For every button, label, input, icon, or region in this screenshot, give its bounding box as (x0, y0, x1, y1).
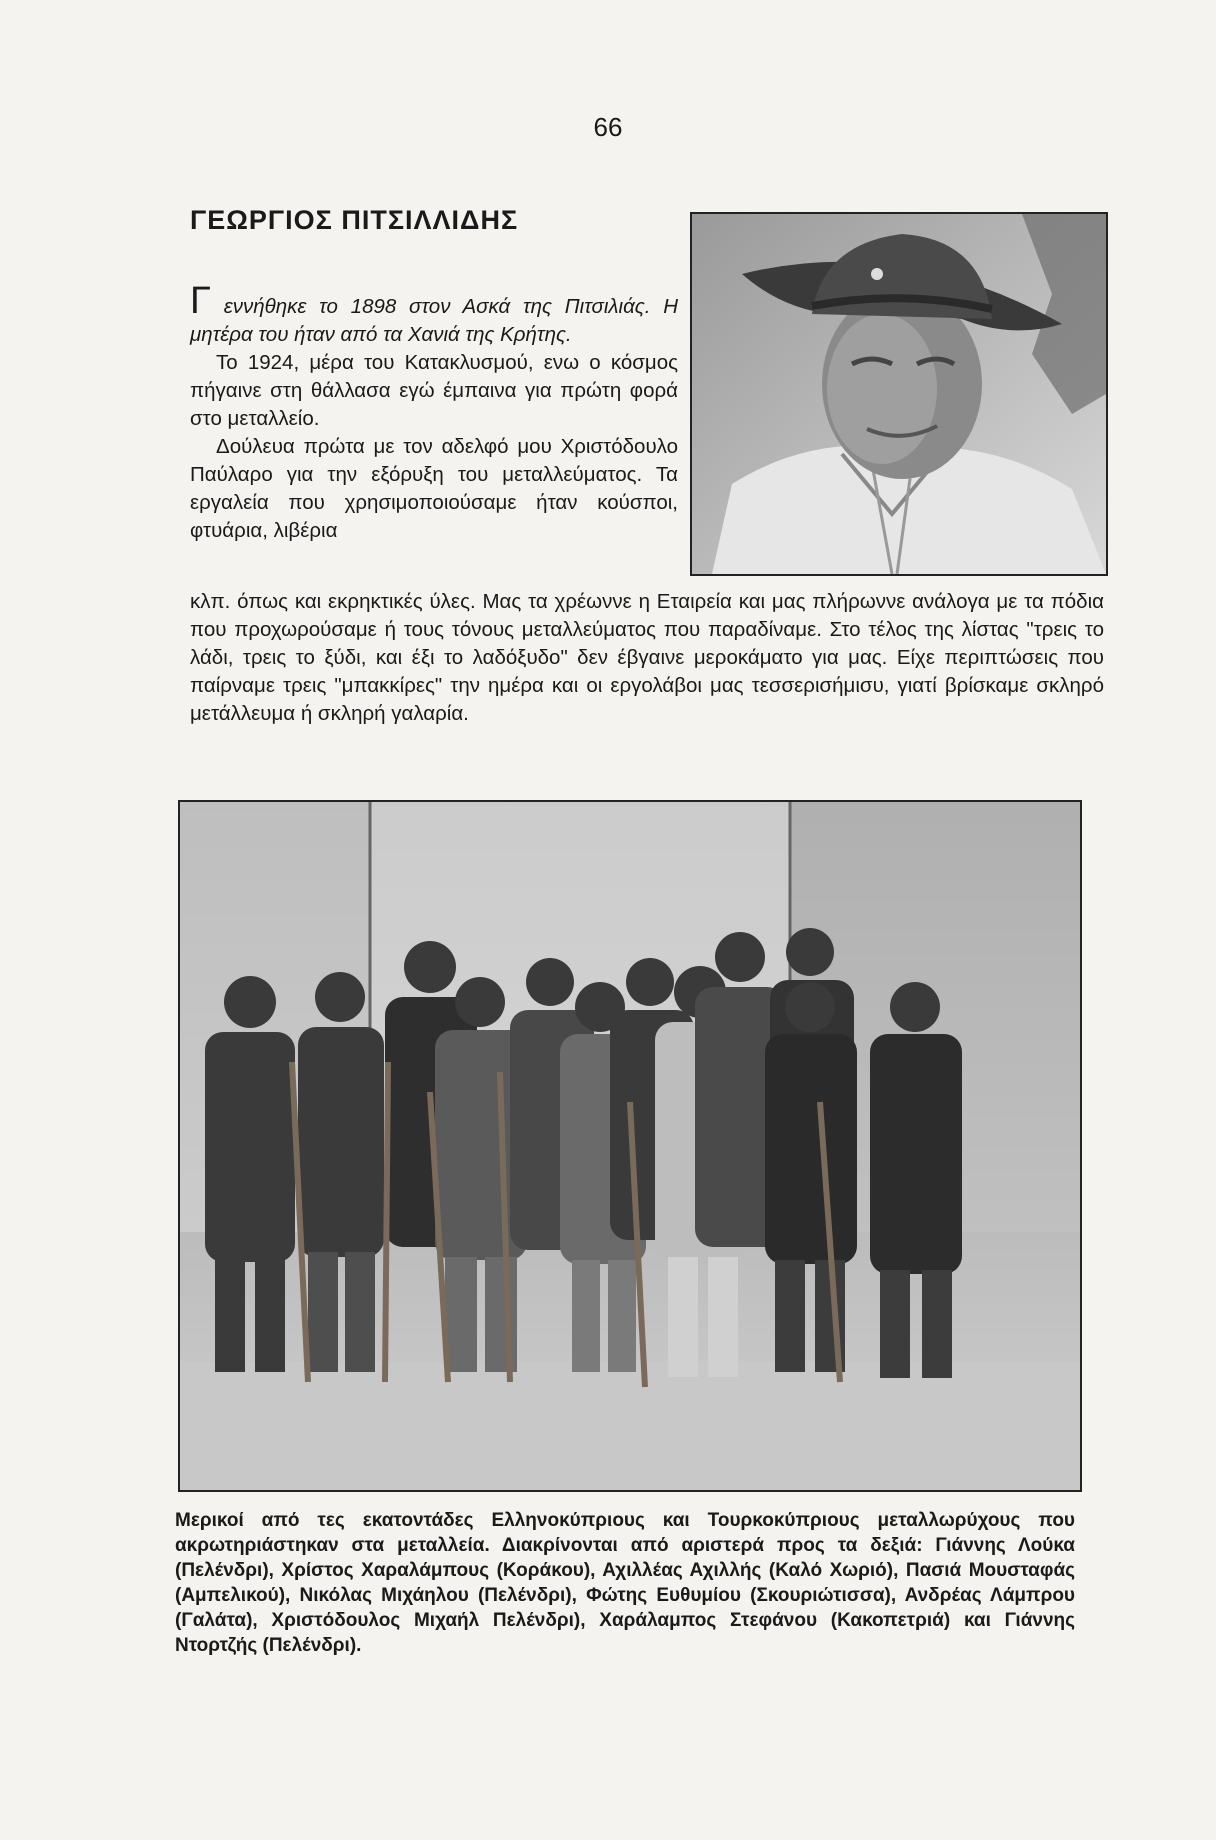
paragraph-2-continued: κλπ. όπως και εκρηκτικές ύλες. Μας τα χρέωννε η Εταιρεία και μας πλήρωννε ανάλογα με τα πόδια που προχωρούσαμε ή τους τόνους μεταλλεύματος που παραδίναμε. Στο τέλος της λίστας "τρεις το λάδι, τρεις το ξύδι, και έξι το λαδόξυδο" δεν έβγαινε μεροκάματο για μας. Είχε περιπτώσεις που παίρναμε τρεις "μπακκίρες" την ημέρα και οι εργολάβοι μας τεσσερισήμισυ, γιατί βρίσκαμε σκληρό μετάλλευμα ή σκληρή γαλαρία. (190, 590, 1104, 725)
intro-text: εννήθηκε το 1898 στον Ασκά της Πιτσιλιάς. Η μητέρα του ήταν από τα Χανιά της Κρήτης. (190, 295, 678, 346)
intro-paragraph (190, 282, 678, 349)
photo-caption: Μερικοί από τες εκατοντάδες Ελληνοκύπριους και Τουρκοκύπριους μεταλλωρύχους που ακρωτηριάστηκαν στα μεταλλεία. Διακρίνονται από αριστερά προς τα δεξιά: Γιάννης Λούκα (Πελένδρι), Χρίστος Χαραλάμπους (Κοράκου), Αχιλλέας Αχιλλής (Καλό Χωριό), Πασιά Μουσταφάς (Αμπελικού), Νικόλας Μιχάηλου (Πελένδρι), Φώτης Ευθυμίου (Σκουριώτισσα), Ανδρέας Λάμπρου (Γαλάτα), Χριστόδουλος Μιχαήλ Πελένδρι), Χαράλαμπος Στεφάνου (Κακοπετριά) και Γιάννης Ντορτζής (Πελένδρι). (175, 1510, 1075, 1656)
page-number: 66 (593, 112, 623, 142)
group-photo-illustration (180, 802, 1080, 1490)
portrait-illustration (692, 214, 1106, 574)
paragraph-2-column: Δούλευα πρώτα με τον αδελφό μου Χριστόδουλο Παύλαρο για την εξόρυξη του μεταλλεύματος. Τα εργαλεία που χρησιμοποιούσαμε ήταν κούσποι, φτυάρια, λιβέρια (190, 435, 678, 542)
portrait-photo (690, 212, 1108, 576)
body-text-column (190, 282, 678, 545)
article-title: ΓΕΩΡΓΙΟΣ ΠΙΤΣΙΛΛΙΔΗΣ (190, 205, 519, 235)
group-photo (178, 800, 1082, 1492)
paragraph-1: Το 1924, μέρα του Κατακλυσμού, ενω ο κόσμος πήγαινε στη θάλλασα εγώ έμπαινα για πρώτη φορά στο μεταλλείο. (190, 351, 678, 430)
drop-cap: Γ (190, 280, 211, 322)
